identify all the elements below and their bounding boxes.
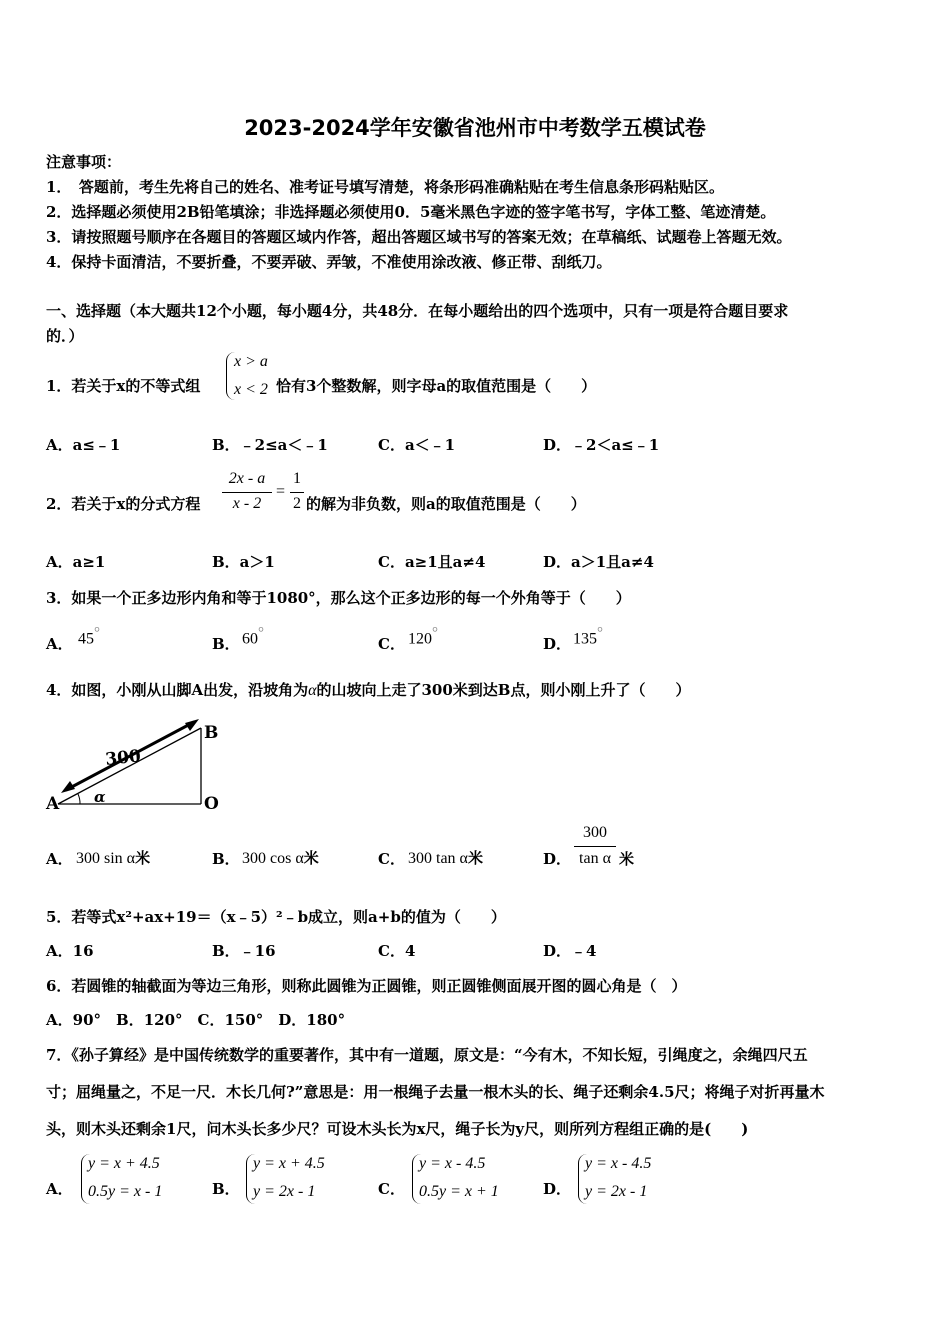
q7-option-c-label: C． — [378, 1180, 405, 1198]
figure-label-angle: α — [94, 788, 106, 806]
q7-stem-line1: 7．《孙子算经》是中国传统数学的重要著作，其中有一道题，原文是：“今有木，不知长短，引绳度之，余绳四尺五 — [46, 1046, 808, 1064]
q3-option-c-value: 120° — [408, 625, 438, 648]
q1-stem: 1．若关于x的不等式组 — [46, 377, 201, 395]
q1-option-c: C．a＜﹣1 — [378, 436, 456, 454]
figure-arrow-head-up — [185, 719, 199, 731]
q3-option-b-label: B． — [212, 635, 240, 653]
q1-option-b: B．﹣2≤a＜﹣1 — [212, 436, 328, 454]
q2-stem: 2．若关于x的分式方程 — [46, 495, 201, 513]
q3-stem: 3．如果一个正多边形内角和等于1080°，那么这个正多边形的每一个外角等于（ ） — [46, 589, 631, 607]
page-title: 2023-2024学年安徽省池州市中考数学五模试卷 — [244, 116, 706, 140]
q2-stem-cont: 的解为非负数，则a的取值范围是（ ） — [306, 495, 586, 513]
q1-ineq-2: x < 2 — [234, 381, 268, 398]
figure-label-a: A — [46, 794, 60, 814]
q2-option-b: B．a＞1 — [212, 553, 275, 571]
q4-option-c: 300 tan α米 — [408, 850, 483, 867]
q3-option-c-label: C． — [378, 635, 405, 653]
notice-item: 4．保持卡面清洁，不要折叠，不要弄破、弄皱，不准使用涂改液、修正带、刮纸刀。 — [46, 253, 612, 271]
q5-option-d: D．﹣4 — [543, 942, 597, 960]
q3-option-a-label: A． — [46, 635, 73, 653]
q5-option-b: B．﹣16 — [212, 942, 276, 960]
q2-rhs-numerator: 1 — [293, 470, 301, 487]
q7-option-d-eq2: y = 2x - 1 — [585, 1183, 648, 1200]
q2-option-a: A．a≥1 — [46, 553, 106, 571]
q7-stem-line2: 寸；屈绳量之，不足一尺．木长几何?”意思是：用一根绳子去量一根木头的长、绳子还剩余4.5尺；将绳子对折再量木 — [46, 1083, 825, 1101]
q5-stem: 5．若等式x²+ax+19＝（x﹣5）²﹣b成立，则a+b的值为（ ） — [46, 908, 506, 926]
figure-angle-arc — [78, 794, 80, 804]
notice-item: 3．请按照题号顺序在各题目的答题区域内作答，超出答题区域书写的答案无效；在草稿纸、试题卷上答题无效。 — [46, 228, 792, 246]
q4-option-d-unit: 米 — [619, 850, 635, 868]
q7-option-d-eq1: y = x - 4.5 — [585, 1155, 652, 1172]
q2-rhs-denominator: 2 — [293, 495, 301, 512]
q7-stem-line3: 头，则木头还剩余1尺，问木头长多少尺？可设木头长为x尺，绳子长为y尺，则所列方程组正确的是( ) — [46, 1120, 749, 1138]
q2-fraction-bar — [222, 492, 272, 493]
q4-option-b: 300 cos α米 — [242, 850, 319, 867]
q2-numerator: 2x - a — [228, 470, 266, 487]
q7-option-b-label: B． — [212, 1180, 240, 1198]
q7-option-d-label: D． — [543, 1180, 572, 1198]
q6-options: A．90° B．120° C．150° D．180° — [46, 1011, 346, 1029]
notice-item: 2．选择题必须使用2B铅笔填涂；非选择题必须使用0．5毫米黑色字迹的签字笔书写，字体工整、笔迹清楚。 — [46, 203, 776, 221]
q5-option-c: C．4 — [378, 942, 416, 960]
slope-figure — [44, 714, 234, 816]
q2-equals: = — [276, 483, 286, 500]
q4-option-d-numerator: 300 — [583, 824, 607, 841]
q7-option-b-eq1: y = x + 4.5 — [253, 1155, 325, 1172]
q2-denominator: x - 2 — [232, 495, 262, 512]
q7-option-b-eq2: y = 2x - 1 — [253, 1183, 316, 1200]
q4-option-b-label: B． — [212, 850, 240, 868]
figure-label-length: 300 — [104, 746, 142, 770]
q7-option-c-eq2: 0.5y = x + 1 — [419, 1183, 499, 1200]
figure-label-b: B — [204, 723, 219, 743]
figure-label-o: O — [204, 794, 219, 814]
q4-option-d-label: D． — [543, 850, 572, 868]
q1-ineq-1: x > a — [234, 353, 268, 370]
notice-item: 1． 答题前，考生先将自己的姓名、准考证号填写清楚，将条形码准确粘贴在考生信息条形码粘贴区。 — [46, 178, 724, 196]
q4-option-a: 300 sin α米 — [76, 850, 151, 867]
q3-option-d-label: D． — [543, 635, 572, 653]
section-heading: 一、选择题（本大题共12个小题，每小题4分，共48分．在每小题给出的四个选项中，只有一项是符合题目要求 — [46, 302, 789, 320]
q1-option-d: D．﹣2＜a≤﹣1 — [543, 436, 660, 454]
section-heading-cont: 的．） — [46, 327, 84, 345]
notice-heading: 注意事项： — [46, 153, 122, 171]
q2-option-c: C．a≥1且a≠4 — [378, 553, 486, 571]
q2-rhs-bar — [290, 492, 304, 493]
q4-stem: 4．如图，小刚从山脚A出发，沿坡角为α的山坡向上走了300米到达B点，则小刚上升了（ ） — [46, 681, 691, 699]
q2-option-d: D．a＞1且a≠4 — [543, 553, 654, 571]
q7-option-c-eq1: y = x - 4.5 — [419, 1155, 486, 1172]
q7-option-a-eq2: 0.5y = x - 1 — [88, 1183, 163, 1200]
q7-option-a-eq1: y = x + 4.5 — [88, 1155, 160, 1172]
q4-option-a-label: A． — [46, 850, 73, 868]
q1-option-a: A．a≤﹣1 — [46, 436, 121, 454]
q3-option-b-value: 60° — [242, 625, 264, 648]
q4-option-c-label: C． — [378, 850, 405, 868]
q4-option-d-bar — [574, 846, 616, 847]
q6-stem: 6．若圆锥的轴截面为等边三角形，则称此圆锥为正圆锥，则正圆锥侧面展开图的圆心角是（ ） — [46, 977, 687, 995]
q3-option-a-value: 45° — [78, 625, 100, 648]
q3-option-d-value: 135° — [573, 625, 603, 648]
q5-option-a: A．16 — [46, 942, 94, 960]
q7-option-a-label: A． — [46, 1180, 73, 1198]
q1-stem-cont: 恰有3个整数解，则字母a的取值范围是（ ） — [276, 377, 597, 395]
figure-arrow-head-down — [61, 781, 75, 793]
q4-option-d-denominator: tan α — [579, 850, 611, 867]
